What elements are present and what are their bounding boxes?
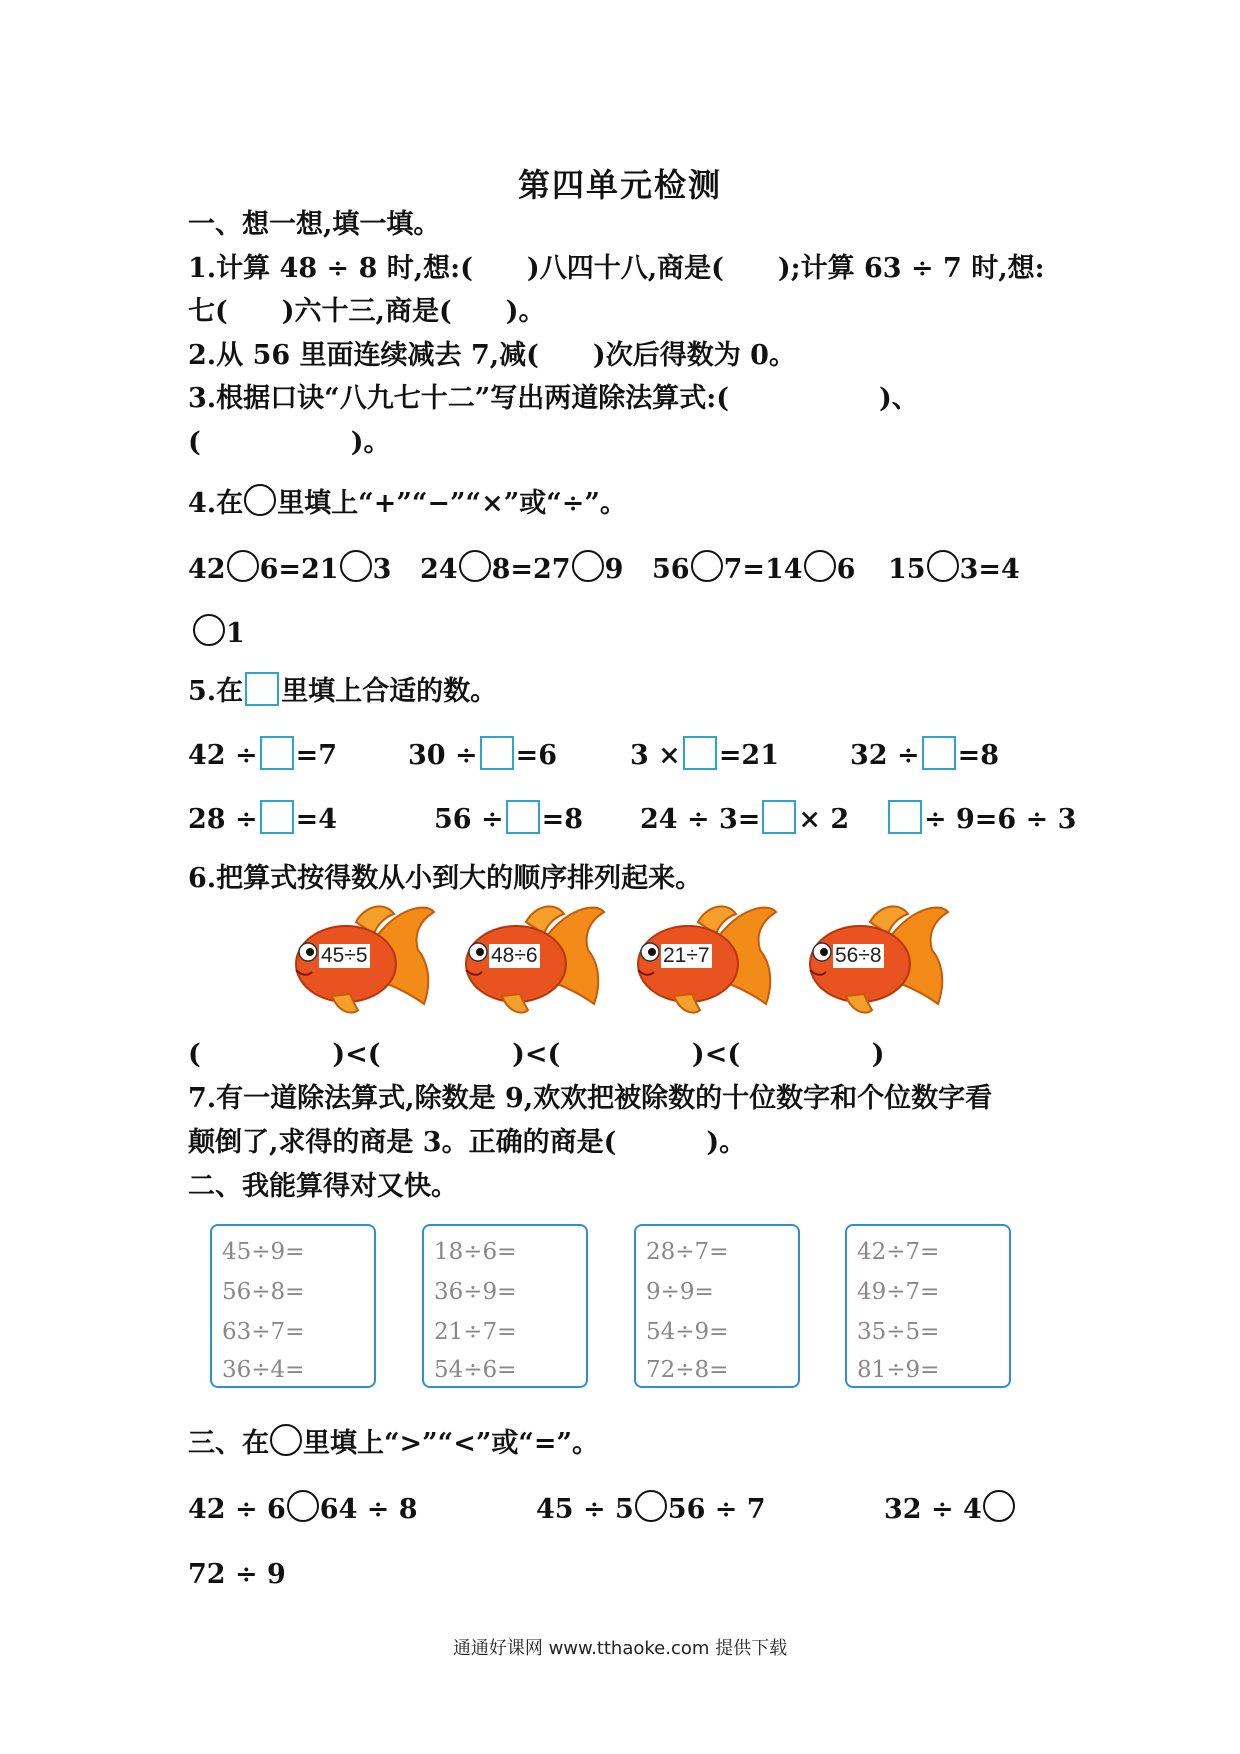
q4-item-2-circle-2[interactable] (572, 550, 604, 582)
question-4 (188, 484, 627, 523)
fish-card-1 (286, 900, 436, 1018)
calc-item[interactable]: 21÷7= (434, 1319, 517, 1345)
q3-text-d: )。 (350, 427, 391, 458)
q1-text-a: 1.计算 48 ÷ 8 时,想:( (188, 253, 473, 284)
q5-row1-item-1 (188, 736, 337, 775)
fish-card-3 (628, 900, 778, 1018)
calc-item[interactable]: 54÷9= (646, 1319, 729, 1345)
calc-item[interactable]: 54÷6= (434, 1357, 517, 1383)
question-3-line-1 (188, 380, 919, 418)
q5-r2-1-post: =4 (295, 804, 338, 835)
q5-r1-2-pre: 30 ÷ (408, 740, 478, 771)
q4-item-2-circle-1[interactable] (459, 550, 491, 582)
q5-r2-3-box[interactable] (762, 800, 796, 834)
q5-r2-1-pre: 28 ÷ (188, 804, 258, 835)
fish-4-label: 56÷8 (835, 944, 882, 967)
compare-3-left: 32 ÷ 4 (884, 1494, 982, 1525)
calc-item[interactable]: 35÷5= (857, 1319, 940, 1345)
fish-1-label: 45÷5 (321, 944, 368, 967)
fish-card-2 (456, 900, 606, 1018)
q5-r1-3-post: =21 (718, 740, 780, 771)
s3-heading-a: 三、在 (188, 1428, 269, 1459)
calc-item[interactable]: 45÷9= (222, 1239, 305, 1265)
calc-item[interactable]: 42÷7= (857, 1239, 940, 1265)
question-6: 6.把算式按得数从小到大的顺序排列起来。 (188, 863, 703, 894)
q5-r2-3-pre: 24 ÷ 3= (640, 804, 761, 835)
q5-r1-1-box[interactable] (260, 736, 294, 770)
q5-row1-item-4 (850, 736, 999, 775)
q1-text-b: )八四十八,商是( (526, 253, 724, 284)
q5-r1-3-pre: 3 × (630, 740, 681, 771)
q4-tail: 1 (226, 618, 245, 649)
section-2-heading: 二、我能算得对又快。 (188, 1171, 458, 1202)
fish-2-label: 48÷6 (491, 944, 538, 967)
q4-item-1-b: 6=21 (259, 554, 339, 585)
calc-item[interactable]: 18÷6= (434, 1239, 517, 1265)
page-title: 第四单元检测 (517, 166, 722, 204)
calc-box-1 (210, 1224, 376, 1388)
circle-icon (270, 1424, 302, 1456)
q5-r1-1-post: =7 (295, 740, 338, 771)
q4-item-1 (188, 550, 391, 589)
compare-1-left: 42 ÷ 6 (188, 1494, 286, 1525)
q4-item-4-circle-1[interactable] (927, 550, 959, 582)
question-5 (188, 672, 497, 711)
footer-credit: 通通好课网 www.tthaoke.com 提供下载 (452, 1638, 788, 1659)
compare-item-1 (188, 1490, 418, 1529)
calc-item[interactable]: 72÷8= (646, 1357, 729, 1383)
q4-item-3-b: 7=14 (723, 554, 803, 585)
q5-r2-4-box[interactable] (888, 800, 922, 834)
calc-item[interactable]: 36÷9= (434, 1279, 517, 1305)
calc-box-4 (845, 1224, 1011, 1388)
q7-text-c: )。 (706, 1127, 747, 1158)
q1-text-c: );计算 63 ÷ 7 时,想: (777, 253, 1045, 284)
question-6-order-blanks[interactable]: ( )<( )<( )<( ) (188, 1039, 885, 1070)
q5-row1-item-2 (408, 736, 557, 775)
compare-1-circle[interactable] (287, 1490, 319, 1522)
compare-2-circle[interactable] (635, 1490, 667, 1522)
fish-3-label: 21÷7 (663, 944, 710, 967)
q3-text-a: 3.根据口诀“八九七十二”写出两道除法算式:( (188, 383, 729, 414)
q4-item-4-a: 15 (888, 554, 926, 585)
q1-text-d: 七( (188, 296, 228, 327)
q5-r2-2-pre: 56 ÷ (434, 804, 504, 835)
q5-text-b: 里填上合适的数。 (281, 676, 498, 707)
calc-box-3 (634, 1224, 800, 1388)
q3-text-c: ( (188, 427, 201, 458)
q4-item-1-c: 3 (372, 554, 392, 585)
calc-item[interactable]: 56÷8= (222, 1279, 305, 1305)
q5-r2-2-post: =8 (541, 804, 584, 835)
q5-r2-1-box[interactable] (260, 800, 294, 834)
question-7-line-1: 7.有一道除法算式,除数是 9,欢欢把被除数的十位数字和个位数字看 (188, 1083, 993, 1114)
q5-r1-1-pre: 42 ÷ (188, 740, 258, 771)
calc-box-2 (422, 1224, 588, 1388)
fish-card-4 (800, 900, 950, 1018)
q4-item-4 (888, 550, 1020, 589)
q5-r1-3-box[interactable] (683, 736, 717, 770)
compare-item-3 (884, 1490, 1016, 1529)
question-1-line-2 (188, 293, 546, 331)
q5-text-a: 5.在 (188, 676, 244, 707)
compare-1-right: 64 ÷ 8 (319, 1494, 418, 1525)
compare-2-left: 45 ÷ 5 (536, 1494, 634, 1525)
q4-item-2-a: 24 (420, 554, 458, 585)
question-3-line-2 (188, 424, 391, 462)
q1-text-f: )。 (505, 296, 546, 327)
circle-icon (244, 484, 276, 516)
q4-text-a: 4.在 (188, 488, 244, 519)
q5-row2-item-2 (434, 800, 583, 839)
question-7-line-2 (188, 1124, 746, 1162)
q4-item-3-circle-1[interactable] (691, 550, 723, 582)
q5-r1-2-box[interactable] (480, 736, 514, 770)
q4-item-1-a: 42 (188, 554, 226, 585)
square-icon (245, 672, 279, 706)
q5-row2-item-4 (886, 800, 1076, 839)
compare-3-circle[interactable] (983, 1490, 1015, 1522)
calc-item[interactable]: 49÷7= (857, 1279, 940, 1305)
calc-item[interactable]: 9÷9= (646, 1279, 714, 1305)
q4-item-1-circle-1[interactable] (227, 550, 259, 582)
q5-r2-3-post: × 2 (798, 804, 850, 835)
question-1-line-1 (188, 250, 1045, 288)
q5-r1-4-post: =8 (957, 740, 1000, 771)
q5-row1-item-3 (630, 736, 779, 775)
q5-r1-2-post: =6 (515, 740, 558, 771)
q4-item-1-circle-2[interactable] (340, 550, 372, 582)
q4-item-3-c: 6 (836, 554, 856, 585)
section-1-heading: 一、想一想,填一填。 (188, 209, 441, 240)
q5-r1-4-box[interactable] (922, 736, 956, 770)
question-2 (188, 337, 796, 375)
compare-item-2 (536, 1490, 766, 1529)
q4-item-2-c: 9 (604, 554, 624, 585)
calc-item[interactable]: 81÷9= (857, 1357, 940, 1383)
q5-r2-2-box[interactable] (506, 800, 540, 834)
q4-item-4-circle-2[interactable] (193, 614, 225, 646)
q4-item-3-circle-2[interactable] (804, 550, 836, 582)
q5-r2-4-post: ÷ 9=6 ÷ 3 (924, 804, 1077, 835)
compare-2-right: 56 ÷ 7 (667, 1494, 766, 1525)
q1-text-e: )六十三,商是( (281, 296, 452, 327)
q5-r1-4-pre: 32 ÷ (850, 740, 920, 771)
q3-text-b: )、 (879, 383, 919, 414)
q5-row2-item-3 (640, 800, 849, 839)
compare-item-3-continued: 72 ÷ 9 (188, 1559, 286, 1590)
q5-row2-item-1 (188, 800, 337, 839)
calc-item[interactable]: 63÷7= (222, 1319, 305, 1345)
q7-text-b: 颠倒了,求得的商是 3。正确的商是( (188, 1127, 617, 1158)
q4-item-3 (652, 550, 855, 589)
s3-heading-b: 里填上“>”“<”或“=”。 (303, 1428, 600, 1459)
q4-item-4-continued (192, 614, 245, 653)
q4-item-2-b: 8=27 (491, 554, 571, 585)
section-3-heading (188, 1424, 599, 1463)
q4-text-b: 里填上“+”“−”“×”或“÷”。 (277, 488, 627, 519)
calc-item[interactable]: 28÷7= (646, 1239, 729, 1265)
q4-item-4-b: 3=4 (959, 554, 1020, 585)
q2-text-b: )次后得数为 0。 (592, 340, 796, 371)
calc-item[interactable]: 36÷4= (222, 1357, 305, 1383)
q2-text-a: 2.从 56 里面连续减去 7,减( (188, 340, 539, 371)
q4-item-2 (420, 550, 623, 589)
q4-item-3-a: 56 (652, 554, 690, 585)
